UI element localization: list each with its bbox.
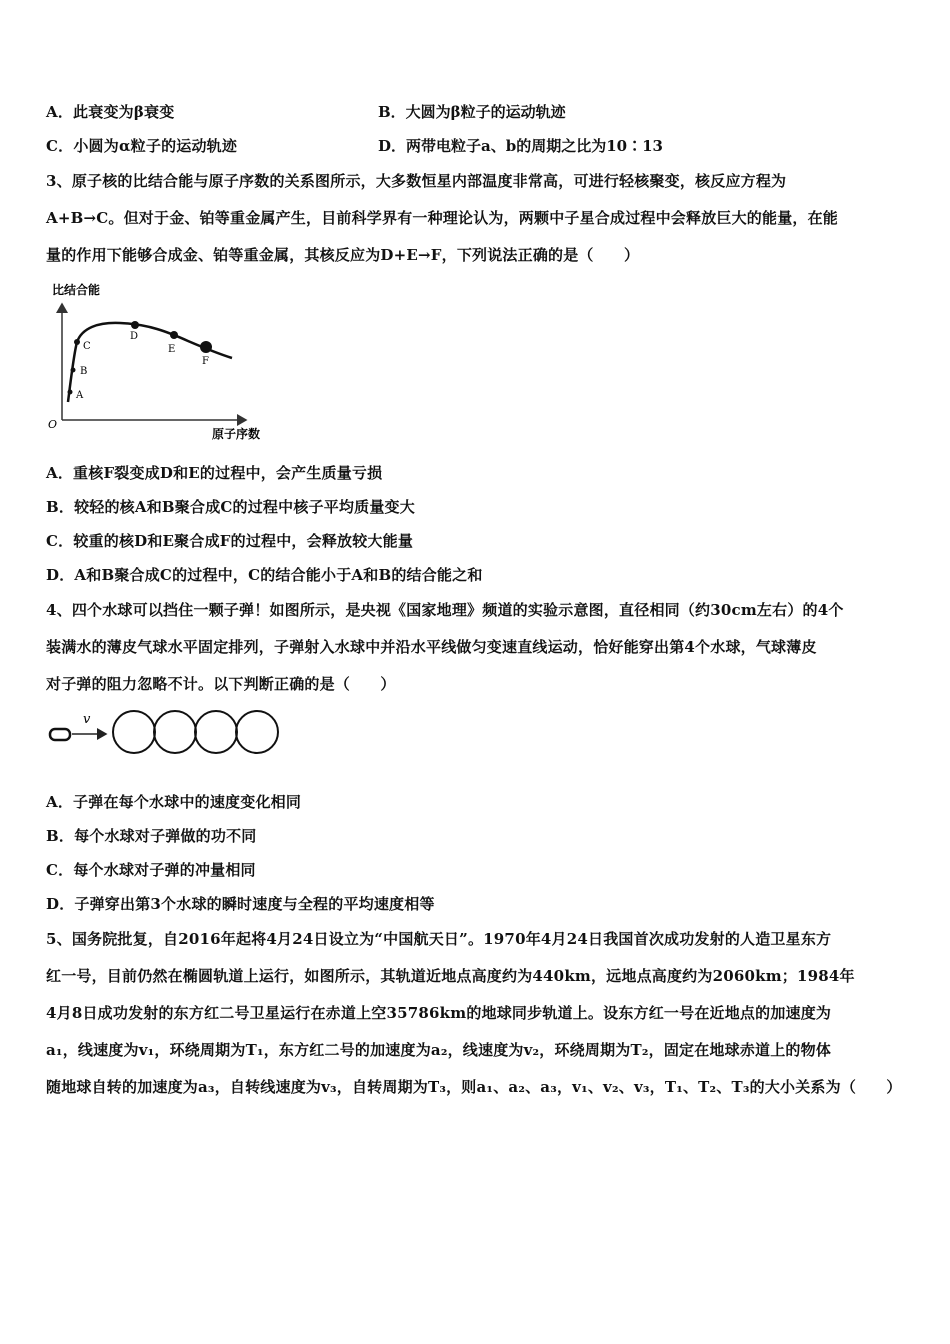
q4-stem-line-1: 4、四个水球可以挡住一颗子弹！如图所示，是央视《国家地理》频道的实验示意图，直径相同（约30cm左右）的4个	[46, 601, 844, 619]
point-b	[71, 368, 76, 373]
q2-option-d: D．两带电粒子a、b的周期之比为10∶13	[378, 137, 663, 155]
q5-stem-line-4: a₁，线速度为v₁，环绕周期为T₁，东方红二号的加速度为a₂，线速度为v₂，环绕周期为T₂，固定在地球赤道上的物体	[46, 1041, 832, 1059]
q3-stem-line-2: A+B→C。但对于金、铂等重金属产生，目前科学界有一种理论认为，两颗中子星合成过程中会释放巨大的能量，在能	[46, 209, 838, 227]
point-e	[170, 331, 178, 339]
binding-energy-graph	[40, 278, 280, 446]
velocity-label: v	[83, 712, 91, 727]
q2-option-a: A．此衰变为β衰变	[46, 103, 175, 121]
label-f: F	[202, 356, 209, 367]
point-f	[200, 341, 212, 353]
q2-option-c: C．小圆为α粒子的运动轨迹	[46, 137, 238, 155]
water-balls-figure	[44, 705, 294, 761]
point-a	[68, 390, 73, 395]
water-ball-3	[195, 711, 237, 753]
q3-stem-line-1: 3、原子核的比结合能与原子序数的关系图所示，大多数恒星内部温度非常高，可进行轻核聚变，核反应方程为	[46, 172, 787, 190]
q4-option-a: A．子弹在每个水球中的速度变化相同	[46, 793, 302, 811]
water-ball-4	[236, 711, 278, 753]
q4-option-d: D．子弹穿出第3个水球的瞬时速度与全程的平均速度相等	[46, 895, 435, 913]
label-c: C	[83, 341, 91, 352]
label-d: D	[130, 331, 139, 342]
q3-option-b: B．较轻的核A和B聚合成C的过程中核子平均质量变大	[46, 498, 415, 516]
q4-stem-line-2: 装满水的薄皮气球水平固定排列，子弹射入水球中并沿水平线做匀变速直线运动，恰好能穿出第4个水球，气球薄皮	[46, 638, 817, 656]
q3-option-c: C．较重的核D和E聚合成F的过程中，会释放较大能量	[46, 532, 414, 550]
q5-stem-line-3: 4月8日成功发射的东方红二号卫星运行在赤道上空35786km的地球同步轨道上。设东方红一号在近地点的加速度为	[46, 1004, 832, 1022]
q5-stem-line-2: 红一号，目前仍然在椭圆轨道上运行，如图所示，其轨道近地点高度约为440km，远地点高度约为2060km；1984年	[46, 967, 855, 985]
q4-stem-line-3: 对子弹的阻力忽略不计。以下判断正确的是（ ）	[46, 675, 396, 693]
label-a: A	[76, 390, 84, 401]
q4-option-c: C．每个水球对子弹的冲量相同	[46, 861, 256, 879]
q2-option-b: B．大圆为β粒子的运动轨迹	[378, 103, 566, 121]
q3-option-d: D．A和B聚合成C的过程中，C的结合能小于A和B的结合能之和	[46, 566, 483, 584]
graph-y-label: 比结合能	[52, 283, 101, 297]
water-ball-2	[154, 711, 196, 753]
graph-origin-label: O	[48, 418, 58, 431]
q5-stem-line-1: 5、国务院批复，自2016年起将4月24日设立为“中国航天日”。1970年4月24日我国首次成功发射的人造卫星东方	[46, 930, 832, 948]
graph-x-label: 原子序数	[212, 427, 261, 441]
q3-stem-line-3: 量的作用下能够合成金、铂等重金属，其核反应为D+E→F，下列说法正确的是（ ）	[46, 246, 640, 264]
point-d	[131, 321, 139, 329]
q3-option-a: A．重核F裂变成D和E的过程中，会产生质量亏损	[46, 464, 383, 482]
label-e: E	[168, 344, 176, 355]
point-c	[74, 339, 80, 345]
q5-stem-line-5: 随地球自转的加速度为a₃，自转线速度为v₃，自转周期为T₃，则a₁、a₂、a₃，v₁、v₂、v₃，T₁、T₂、T₃的大小关系为（ ）	[46, 1078, 902, 1096]
q4-option-b: B．每个水球对子弹做的功不同	[46, 827, 257, 845]
water-ball-1	[113, 711, 155, 753]
label-b: B	[80, 366, 88, 377]
bullet-icon	[50, 729, 70, 740]
